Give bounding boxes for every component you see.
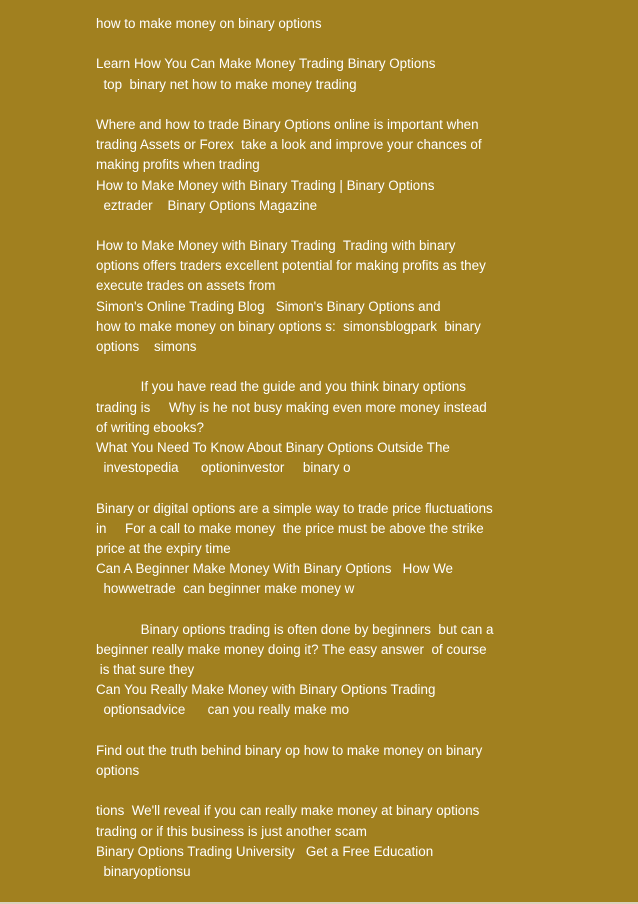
text-line: Where and how to trade Binary Options online is important when	[96, 116, 479, 132]
text-line: tions We'll reveal if you can really make money at binary options	[96, 803, 480, 819]
blank-line	[96, 599, 536, 619]
text-line: How to Make Money with Binary Trading Trading with binary	[96, 238, 456, 254]
text-line: of writing ebooks?	[96, 419, 204, 435]
blank-line	[96, 781, 536, 801]
text-line: Learn How You Can Make Money Trading Binary Options	[96, 56, 436, 72]
text-line: beginner really make money doing it? The easy answer of course	[96, 641, 487, 657]
text-line: howwetrade can beginner make money w	[96, 581, 355, 597]
text-line: execute trades on assets from	[96, 278, 276, 294]
text-line: How to Make Money with Binary Trading | Binary Options	[96, 177, 435, 193]
blank-line	[96, 216, 536, 236]
text-line: how to make money on binary options	[96, 16, 322, 31]
text-line: investopedia optioninvestor binary o	[96, 460, 351, 476]
blank-line	[96, 34, 536, 54]
text-line: how to make money on binary options s: simonsblogpark binary	[96, 318, 481, 334]
text-line: Binary options trading is often done by beginners but can a	[96, 621, 494, 637]
text-line: trading Assets or Forex take a look and improve your chances of	[96, 137, 482, 153]
text-line: Can A Beginner Make Money With Binary Options How We	[96, 561, 453, 577]
text-line: trading is Why is he not busy making even more money instead	[96, 399, 487, 415]
document-text	[96, 14, 536, 882]
text-line: Find out the truth behind binary op how to make money on binary	[96, 742, 483, 758]
text-line: Simon's Online Trading Blog Simon's Binary Options and	[96, 298, 441, 314]
text-line: trading or if this business is just another scam	[96, 823, 367, 839]
text-line: options offers traders excellent potential for making profits as they	[96, 258, 486, 274]
blank-line	[96, 357, 536, 377]
text-line: binaryoptionsu	[96, 863, 191, 879]
text-line: Binary or digital options are a simple way to trade price fluctuations	[96, 500, 493, 516]
text-line: Binary Options Trading University Get a Free Education	[96, 843, 434, 859]
text-line: is that sure they	[96, 662, 195, 677]
text-line: What You Need To Know About Binary Options Outside The	[96, 439, 450, 455]
text-line: eztrader Binary Options Magazine	[96, 197, 318, 213]
text-line: in For a call to make money the price must be above the strike	[96, 520, 484, 536]
blank-line	[96, 95, 536, 115]
text-line: If you have read the guide and you think binary options	[96, 379, 466, 395]
text-line: top binary net how to make money trading	[96, 76, 357, 92]
text-line: price at the expiry time	[96, 540, 231, 556]
text-line: options simons	[96, 339, 197, 354]
text-line: optionsadvice can you really make mo	[96, 702, 350, 718]
text-line: Can You Really Make Money with Binary Options Trading	[96, 682, 436, 698]
text-line: options	[96, 762, 140, 778]
text-line: making profits when trading	[96, 157, 260, 173]
blank-line	[96, 721, 536, 741]
blank-line	[96, 478, 536, 498]
